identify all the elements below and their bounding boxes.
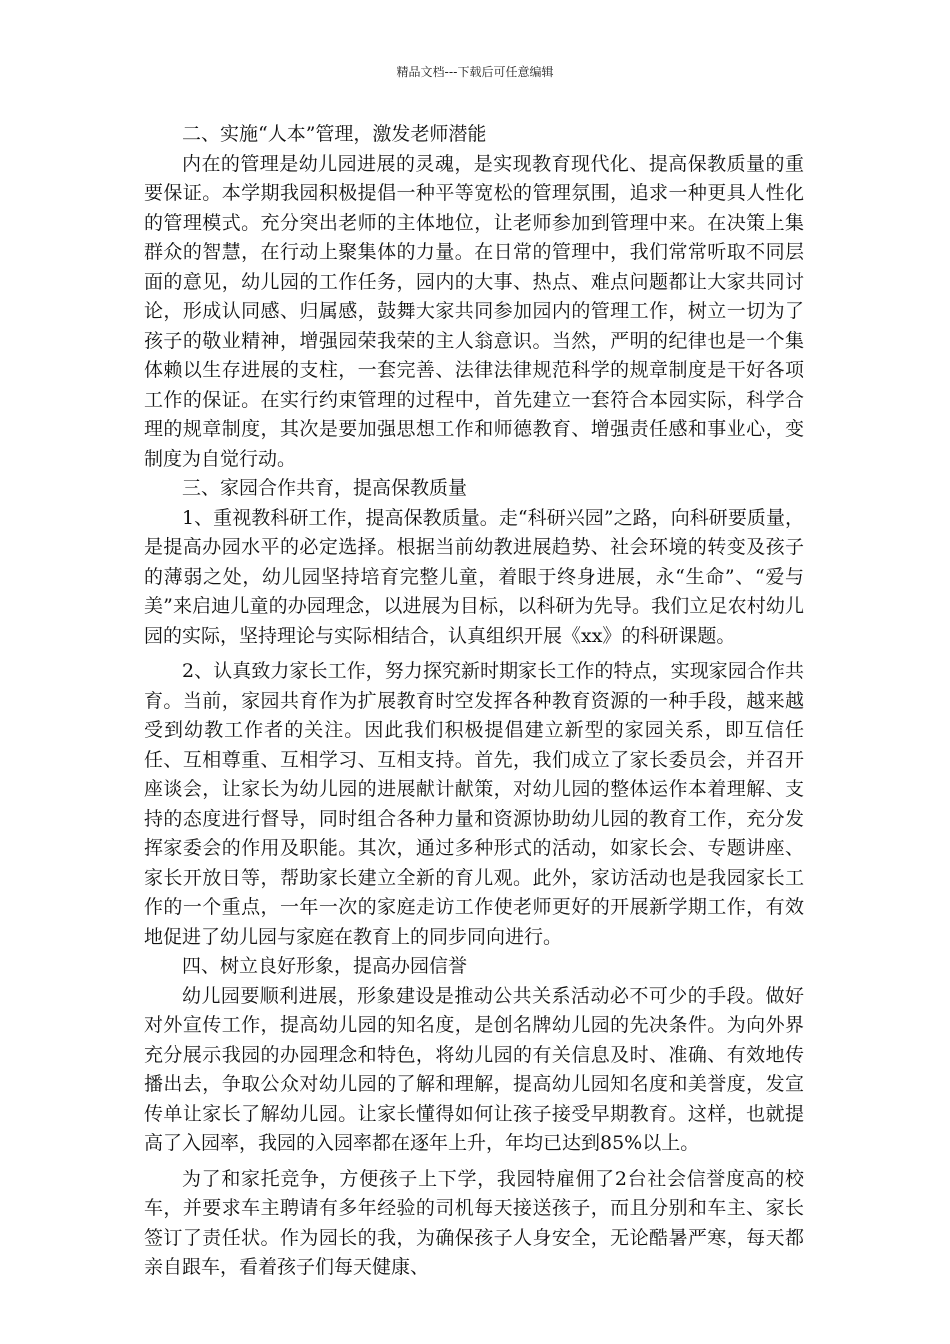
paragraph-research: 1、重视教科研工作，提高保教质量。走“科研兴园”之路，向科研要质量，是提高办园水平的必定选择。根据当前幼教进展趋势、社会环境的转变及孩子的薄弱之处，幼儿园坚持培育完整儿童，着眼于终身进展，永“生命”、“爱与美”来启迪儿童的办园理念，以进展为目标，以科研为先导。我们立足农村幼儿园的实际，坚持理论与实际相结合，认真组织开展《xx》的科研课题。 (144, 506, 804, 647)
paragraph-image: 幼儿园要顺利进展，形象建设是推动公共关系活动必不可少的手段。做好对外宣传工作，提高幼儿园的知名度，是创名牌幼儿园的先决条件。为向外界充分展示我园的办园理念和特色，将幼儿园的有关信息及时、准确、有效地传播出去，争取公众对幼儿园的了解和理解，提高幼儿园知名度和美誉度，发宣传单让家长了解幼儿园。让家长懂得如何让孩子接受早期教育。这样，也就提高了入园率，我园的入园率都在逐年上升，年均已达到85%以上。 (144, 984, 804, 1154)
page-header: 精品文档---下载后可任意编辑 (396, 65, 554, 79)
section-heading-4: 四、树立良好形象，提高办园信誉 (182, 955, 468, 977)
document-body (144, 120, 804, 1283)
paragraph-management: 内在的管理是幼儿园进展的灵魂，是实现教育现代化、提高保教质量的重要保证。本学期我园积极提倡一种平等宽松的管理氛围，追求一种更具人性化的管理模式。充分突出老师的主体地位，让老师参加到管理中来。在决策上集群众的智慧，在行动上聚集体的力量。在日常的管理中，我们常常听取不同层面的意见，幼儿园的工作任务，园内的大事、热点、难点问题都让大家共同讨论，形成认同感、归属感，鼓舞大家共同参加园内的管理工作，树立一切为了孩子的敬业精神，增强园荣我荣的主人翁意识。当然，严明的纪律也是一个集体赖以生存进展的支柱，一套完善、法律法律规范科学的规章制度是干好各项工作的保证。在实行约束管理的过程中，首先建立一套符合本园实际，科学合理的规章制度，其次是要加强思想工作和师德教育、增强责任感和事业心，变制度为自觉行动。 (144, 152, 804, 470)
paragraph-parents: 2、认真致力家长工作，努力探究新时期家长工作的特点，实现家园合作共育。当前，家园共育作为扩展教育时空发挥各种教育资源的一种手段，越来越受到幼教工作者的关注。因此我们积极提倡建立新型的家园关系，即互信任任、互相尊重、互相学习、互相支持。首先，我们成立了家长委员会，并召开座谈会，让家长为幼儿园的进展献计献策，对幼儿园的整体运作本着理解、支持的态度进行督导，同时组合各种力量和资源协助幼儿园的教育工作，充分发挥家委会的作用及职能。其次，通过多种形式的活动，如家长会、专题讲座、家长开放日等，帮助家长建立全新的育儿观。此外，家访活动也是我园家长工作的一个重点，一年一次的家庭走访工作使老师更好的开展新学期工作，有效地促进了幼儿园与家庭在教育上的同步同向进行。 (144, 660, 804, 948)
paragraph-school-bus: 为了和家托竞争，方便孩子上下学，我园特雇佣了2台社会信誉度高的校车，并要求车主聘请有多年经验的司机每天接送孩子，而且分别和车主、家长签订了责任状。作为园长的我，为确保孩子人身安全，无论酷暑严寒，每天都亲自跟车，看着孩子们每天健康、 (144, 1167, 804, 1278)
section-heading-3: 三、家园合作共育，提高保教质量 (182, 477, 468, 499)
section-heading-2: 二、实施“人本”管理，激发老师潜能 (182, 123, 487, 145)
